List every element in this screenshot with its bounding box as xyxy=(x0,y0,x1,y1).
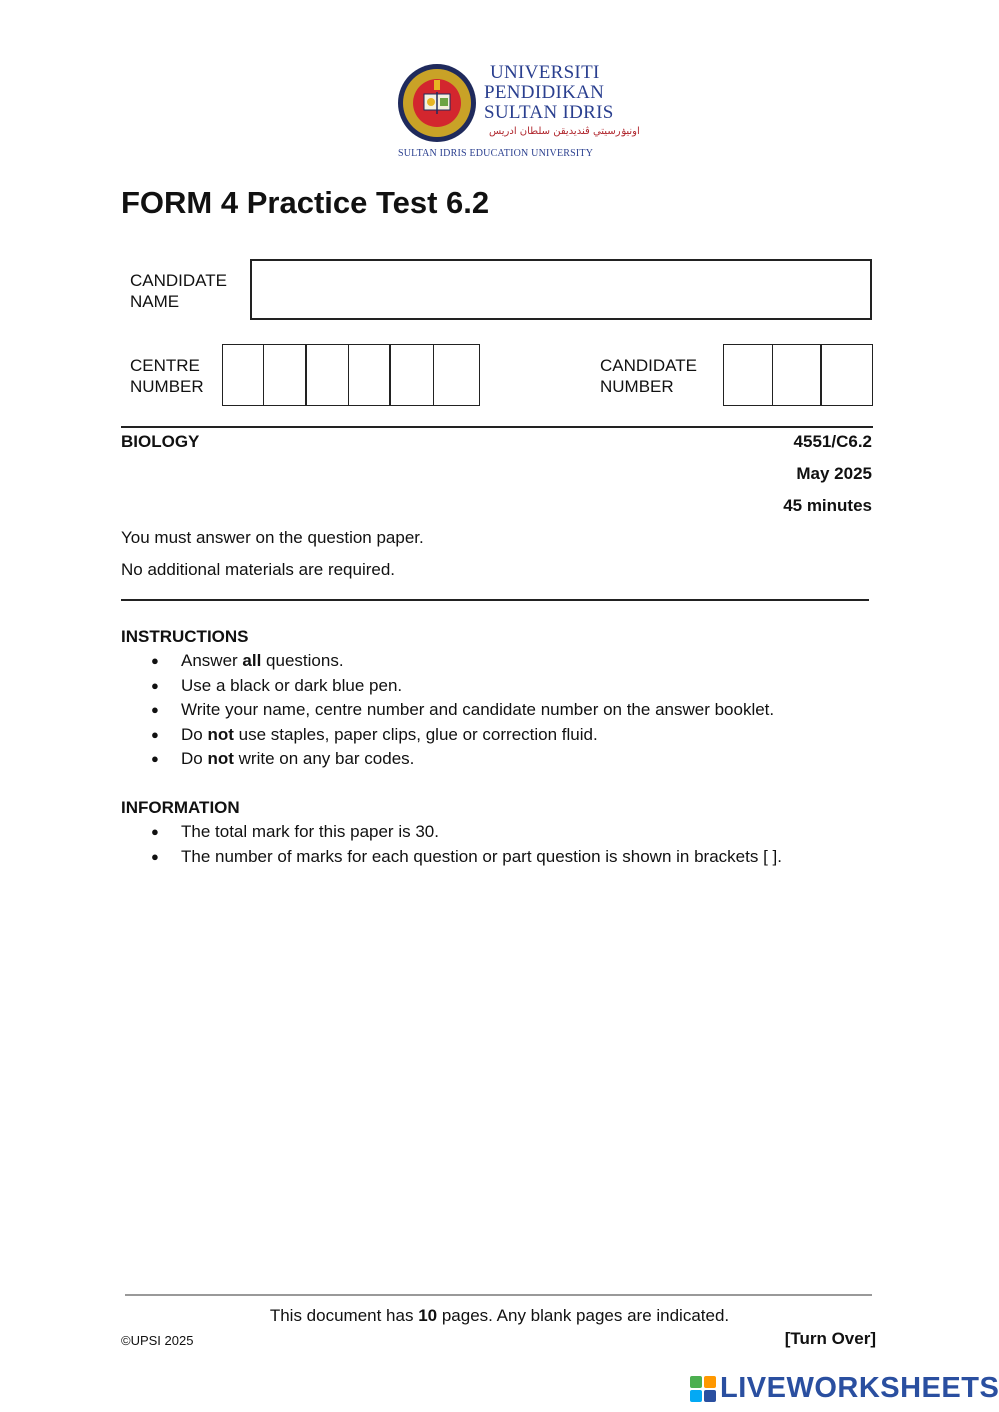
candidate-number-cell[interactable] xyxy=(772,344,822,406)
footer-divider xyxy=(125,1294,872,1296)
centre-number-cell[interactable] xyxy=(348,344,391,406)
candidate-number-cell[interactable] xyxy=(723,344,773,406)
liveworksheets-icon xyxy=(690,1376,716,1402)
exam-date: May 2025 xyxy=(796,464,872,483)
liveworksheets-wordmark: LIVEWORKSHEETS xyxy=(720,1372,999,1404)
list-item: ● Write your name, centre number and candidate number on the answer booklet. xyxy=(121,698,774,723)
centre-number-field[interactable] xyxy=(222,344,480,406)
centre-number-cell[interactable] xyxy=(263,344,307,406)
divider xyxy=(121,426,873,428)
list-item: ● Use a black or dark blue pen. xyxy=(121,674,774,699)
centre-number-cell[interactable] xyxy=(433,344,480,406)
information-section xyxy=(121,798,782,869)
candidate-number-label: CANDIDATE NUMBER xyxy=(600,356,697,396)
exam-duration: 45 minutes xyxy=(783,496,872,515)
list-item: ● The total mark for this paper is 30. xyxy=(121,820,782,845)
logo-line-1: UNIVERSITI xyxy=(490,62,600,83)
page-title: FORM 4 Practice Test 6.2 xyxy=(121,185,490,220)
copyright: ©UPSI 2025 xyxy=(121,1333,194,1348)
paper-code: 4551/C6.2 xyxy=(793,432,872,451)
list-item: ● Do not use staples, paper clips, glue or correction fluid. xyxy=(121,723,774,748)
list-item: ● Do not write on any bar codes. xyxy=(121,747,774,772)
university-logo xyxy=(396,62,640,162)
instructions-list xyxy=(121,649,774,772)
candidate-number-cell[interactable] xyxy=(820,344,873,406)
instructions-section xyxy=(121,627,774,772)
logo-line-2: PENDIDIKAN xyxy=(484,82,605,103)
candidate-name-label: CANDIDATE NAME xyxy=(130,271,227,311)
centre-number-label: CENTRE NUMBER xyxy=(130,356,204,396)
turn-over: [Turn Over] xyxy=(784,1329,876,1348)
information-list xyxy=(121,820,782,869)
information-heading: INFORMATION xyxy=(121,798,240,817)
subject: BIOLOGY xyxy=(121,432,200,451)
note-answer-on-paper: You must answer on the question paper. xyxy=(121,528,424,547)
candidate-name-field[interactable] xyxy=(250,259,872,320)
logo-line-3: SULTAN IDRIS xyxy=(484,102,614,123)
page-count-note: This document has 10 pages. Any blank pages are indicated. xyxy=(269,1306,730,1325)
note-no-materials: No additional materials are required. xyxy=(121,560,396,579)
instructions-heading: INSTRUCTIONS xyxy=(121,627,249,646)
centre-number-cell[interactable] xyxy=(389,344,434,406)
list-item: ● Answer all questions. xyxy=(121,649,774,674)
centre-number-cell[interactable] xyxy=(305,344,349,406)
candidate-number-field[interactable] xyxy=(723,344,873,406)
liveworksheets-logo xyxy=(690,1372,999,1404)
divider xyxy=(121,599,869,601)
list-item: ● The number of marks for each question or part question is shown in brackets [ ]. xyxy=(121,845,782,870)
logo-english-text: SULTAN IDRIS EDUCATION UNIVERSITY xyxy=(398,148,594,159)
logo-arabic-text: اونيۏرسيتي ڤنديديقن سلطان ادريس xyxy=(489,126,640,137)
centre-number-cell[interactable] xyxy=(222,344,264,406)
university-seal-icon xyxy=(396,62,478,144)
